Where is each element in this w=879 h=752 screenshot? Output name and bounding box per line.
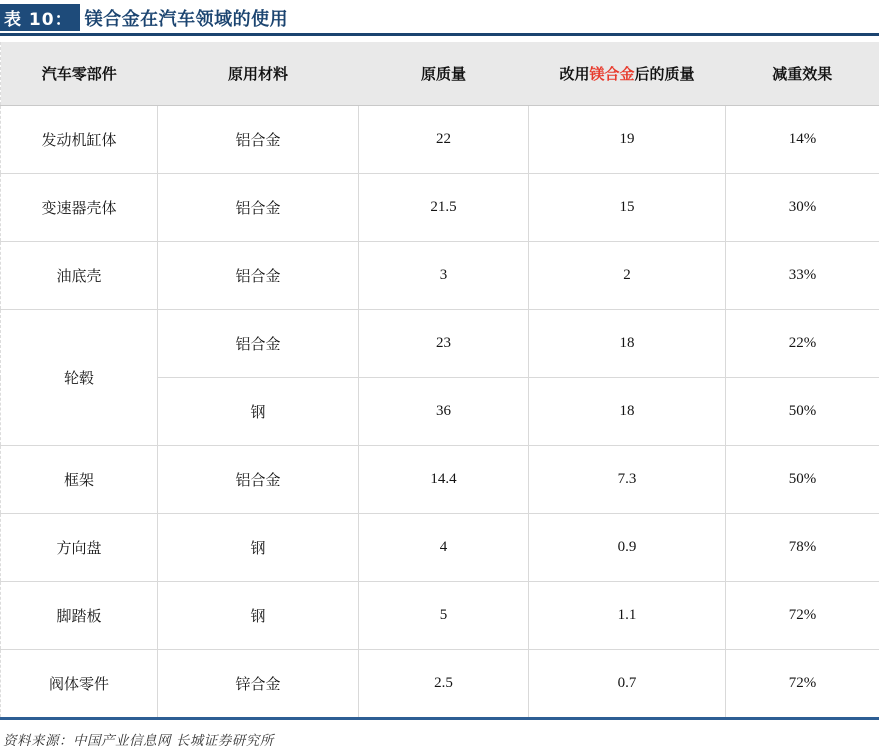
cell-original-mass: 4 [359,514,529,582]
col-header-weight-reduction: 减重效果 [726,42,879,106]
cell-new-mass: 1.1 [529,582,726,650]
magnesium-alloy-usage-table [0,42,879,720]
cell-reduction: 22% [726,310,879,378]
table-header-row [1,42,879,106]
col-header-original-material: 原用材料 [158,42,359,106]
cell-reduction: 50% [726,378,879,446]
source-note: 资料来源：中国产业信息网 长城证券研究所 [3,733,274,749]
cell-material: 钢 [158,582,359,650]
cell-original-mass: 14.4 [359,446,529,514]
cell-part-merged: 轮毂 [1,310,158,446]
cell-material: 钢 [158,514,359,582]
cell-original-mass: 23 [359,310,529,378]
cell-part: 方向盘 [1,514,158,582]
cell-part: 脚踏板 [1,582,158,650]
cell-original-mass: 5 [359,582,529,650]
cell-original-mass: 36 [359,378,529,446]
cell-new-mass: 19 [529,106,726,174]
col-header-new-mass-suffix: 后的质量 [634,65,695,83]
cell-reduction: 14% [726,106,879,174]
cell-material: 铝合金 [158,242,359,310]
col-header-new-mass-highlight: 镁合金 [589,65,635,83]
cell-part: 发动机缸体 [1,106,158,174]
cell-part: 阀体零件 [1,650,158,719]
cell-new-mass: 0.9 [529,514,726,582]
cell-part: 框架 [1,446,158,514]
cell-material: 铝合金 [158,174,359,242]
cell-new-mass: 2 [529,242,726,310]
table-row [1,514,879,582]
table-row [1,242,879,310]
cell-original-mass: 2.5 [359,650,529,719]
cell-original-mass: 21.5 [359,174,529,242]
table-title: 镁合金在汽车领域的使用 [84,8,289,30]
table-row [1,582,879,650]
cell-reduction: 72% [726,582,879,650]
cell-original-mass: 22 [359,106,529,174]
cell-reduction: 78% [726,514,879,582]
cell-material: 铝合金 [158,310,359,378]
table-row [1,310,879,378]
title-divider-rule [0,33,879,36]
col-header-auto-part: 汽车零部件 [1,42,158,106]
table-row [1,174,879,242]
col-header-original-mass: 原质量 [359,42,529,106]
cell-new-mass: 15 [529,174,726,242]
cell-new-mass: 0.7 [529,650,726,719]
col-header-new-mass [529,42,726,106]
cell-material: 钢 [158,378,359,446]
cell-reduction: 30% [726,174,879,242]
cell-material: 铝合金 [158,446,359,514]
table-number-badge: 表 10： [0,4,80,31]
cell-material: 锌合金 [158,650,359,719]
cell-reduction: 72% [726,650,879,719]
cell-part: 油底壳 [1,242,158,310]
cell-new-mass: 18 [529,310,726,378]
table-row [1,650,879,719]
table-title-bar [0,0,879,33]
cell-reduction: 33% [726,242,879,310]
cell-reduction: 50% [726,446,879,514]
cell-new-mass: 7.3 [529,446,726,514]
cell-new-mass: 18 [529,378,726,446]
table-row [1,446,879,514]
cell-material: 铝合金 [158,106,359,174]
col-header-new-mass-prefix: 改用 [559,65,590,83]
cell-original-mass: 3 [359,242,529,310]
table-row [1,106,879,174]
cell-part: 变速器壳体 [1,174,158,242]
